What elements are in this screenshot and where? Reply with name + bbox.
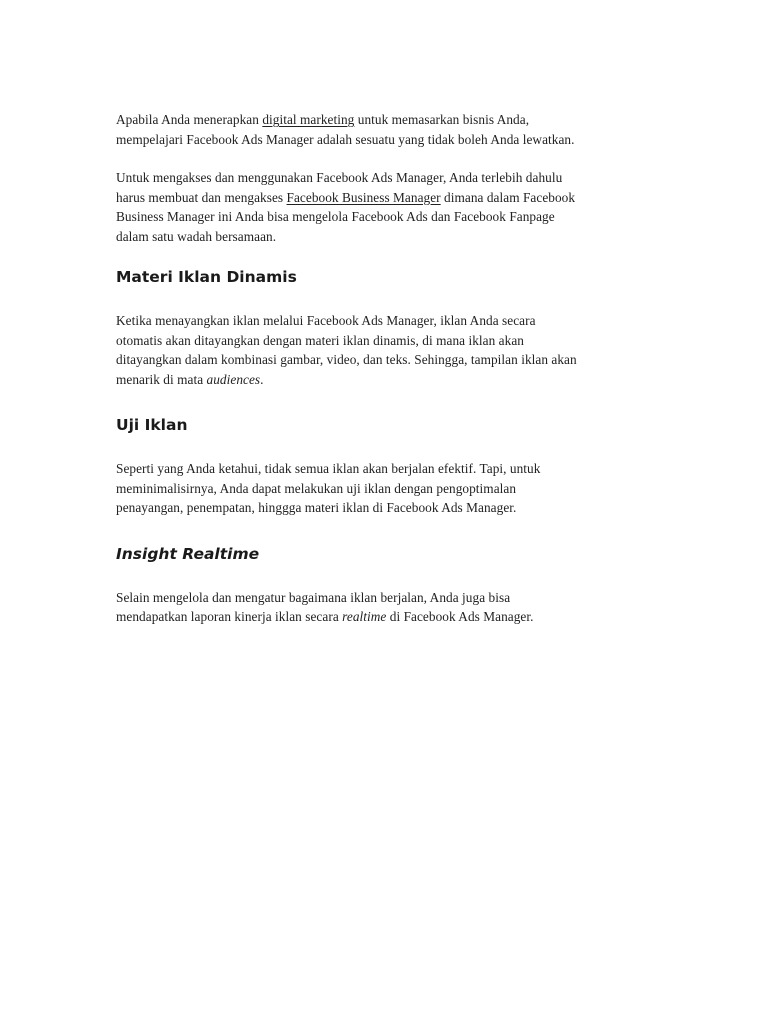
text-run: menarik di mata: [116, 371, 207, 387]
digital-marketing-link[interactable]: digital marketing: [262, 112, 355, 127]
heading-insight-realtime: Insight Realtime: [116, 544, 260, 563]
text-run: .: [260, 371, 264, 387]
text-line: Business Manager ini Anda bisa mengelola Facebook Ads dan Facebook Fanpage: [116, 209, 555, 224]
text-line: [116, 370, 656, 390]
text-line: Selain mengelola dan mengatur bagaimana iklan berjalan, Anda juga bisa: [116, 589, 511, 605]
heading-uji-iklan: Uji Iklan: [116, 416, 188, 434]
text-line: otomatis akan ditayangkan dengan materi iklan dinamis, di mana iklan akan: [116, 332, 524, 348]
emphasis-audiences: audiences: [206, 371, 261, 387]
text-line: [116, 110, 656, 130]
text-line: penayangan, penempatan, hinggga materi iklan di Facebook Ads Manager.: [116, 500, 517, 515]
heading-materi-iklan-dinamis: Materi Iklan Dinamis: [116, 268, 297, 286]
facebook-business-manager-link[interactable]: Facebook Business Manager: [286, 189, 441, 205]
text-line: meminimalisirnya, Anda dapat melakukan uji iklan dengan pengoptimalan: [116, 480, 517, 496]
access-paragraph: [116, 168, 656, 246]
text-run: untuk memasarkan bisnis Anda,: [354, 112, 530, 127]
text-line: [116, 188, 656, 208]
text-run: di Facebook Ads Manager.: [386, 609, 534, 624]
text-run: mendapatkan laporan kinerja iklan secara: [116, 609, 343, 624]
text-line: Untuk mengakses dan menggunakan Facebook Ads Manager, Anda terlebih dahulu: [116, 170, 563, 185]
realtime-insight-paragraph: [116, 588, 656, 627]
ad-test-paragraph: [116, 459, 656, 518]
intro-paragraph: [116, 110, 656, 149]
dynamic-ads-paragraph: [116, 311, 656, 389]
text-line: mempelajari Facebook Ads Manager adalah sesuatu yang tidak boleh Anda lewatkan.: [116, 131, 575, 147]
text-line: [116, 607, 656, 627]
text-line: dalam satu wadah bersamaan.: [116, 228, 277, 244]
text-run: harus membuat dan mengakses: [116, 189, 287, 205]
document-page: [116, 110, 656, 627]
text-run: dimana dalam Facebook: [440, 189, 576, 205]
text-line: Ketika menayangkan iklan melalui Facebook Ads Manager, iklan Anda secara: [116, 313, 536, 328]
text-line: Seperti yang Anda ketahui, tidak semua iklan akan berjalan efektif. Tapi, untuk: [116, 461, 541, 476]
emphasis-realtime: realtime: [342, 609, 387, 624]
text-run: Apabila Anda menerapkan: [116, 112, 263, 127]
text-line: ditayangkan dalam kombinasi gambar, video, dan teks. Sehingga, tampilan iklan akan: [116, 352, 577, 367]
